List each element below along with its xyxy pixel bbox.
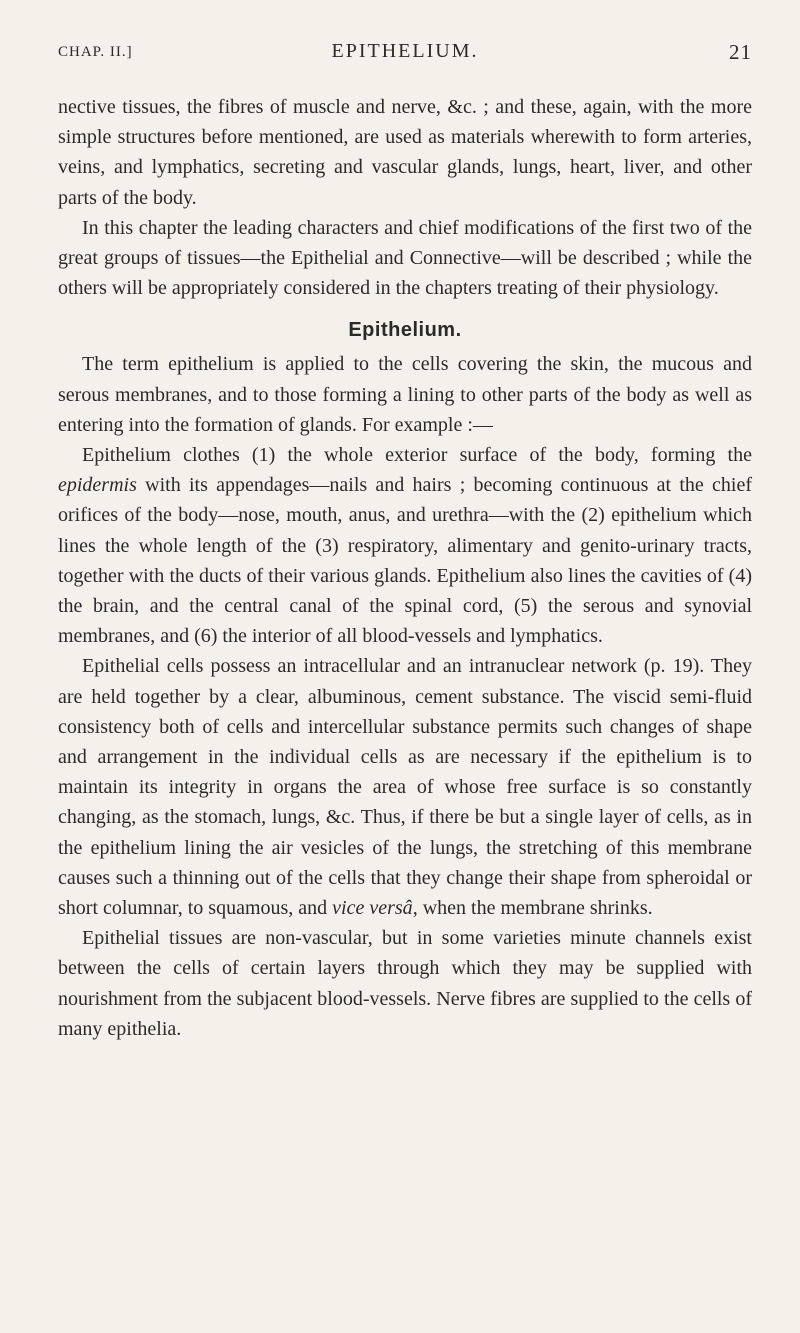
paragraph-term-definition: The term epithelium is applied to the cells covering the skin, the mucous and serous membranes, and to those forming a lining to other parts of the body as well as entering into the formation of glands. For example :— (58, 353, 752, 436)
paragraph-non-vascular: Epithelial tissues are non-vascular, but in some varieties minute channels exist between the cells of certain layers through which they may be supplied with nourishment from the subjacent blood-vessels. Nerve fibres are supplied to the cells of many epithelia. (58, 927, 752, 1040)
book-page (58, 38, 752, 1044)
paragraph-chapter-intro: In this chapter the leading characters and chief modifications of the first two of the great groups of tissues—the Epithelial and Connective—will be described ; while the others will be appropriately considered in the chapters treating of their physiology. (58, 216, 752, 300)
text-run: with its appendages—nails and hairs ; becoming continuous at the chief orifices of the body—nose, mouth, anus, and urethra—with the (2) epithelium which lines the whole length of the (3) respiratory, alimentary and genito-urinary tracts, together with the ducts of their various glands. Epithelium also lines the cavities of (4) the brain, and the central canal of the spinal cord, (5) the serous and synovial membranes, and (6) the interior of all blood-vessels and lymphatics. (58, 474, 752, 648)
text-run: Epithelial cells possess an intracellular and an intranuclear network (p. 19). They are held together by a clear, albuminous, cement substance. The viscid semi-fluid consistency both of cells and intercellular substance permits such changes of shape and arrangement in the individual cells as are necessary if the epithelium is to maintain its integrity in organs the area of whose free surface is so constantly changing, as the stomach, lungs, &c. Thus, if there be but a single layer of cells, as in the epithelium lining the air vesicles of the lungs, the stretching of this membrane causes such a thinning out of the cells that they change their shape from spheroidal or short columnar, to squamous, and (58, 655, 752, 920)
italic-phrase: vice versâ (332, 897, 413, 920)
running-title: EPITHELIUM. (331, 40, 479, 62)
page-number: 21 (729, 40, 752, 64)
section-heading: Epithelium. (348, 319, 462, 342)
text-run: , when the membrane shrinks. (412, 897, 653, 920)
chapter-label: CHAP. II.] (58, 44, 133, 60)
paragraph-epithelium-locations (58, 440, 752, 651)
paragraph-continuation: nective tissues, the fibres of muscle and nerve, &c. ; and these, again, with the more simple structures before mentioned, are used as materials wherewith to form arteries, veins, and lymphatics, secreting and vascular glands, lungs, heart, liver, and other parts of the body. (58, 96, 752, 209)
paragraph-cell-structure (58, 651, 752, 923)
running-head (58, 38, 752, 74)
body-text (58, 92, 752, 1044)
italic-term: epidermis (58, 474, 137, 497)
text-run: Epithelium clothes (1) the whole exterior surface of the body, forming the (82, 444, 752, 467)
